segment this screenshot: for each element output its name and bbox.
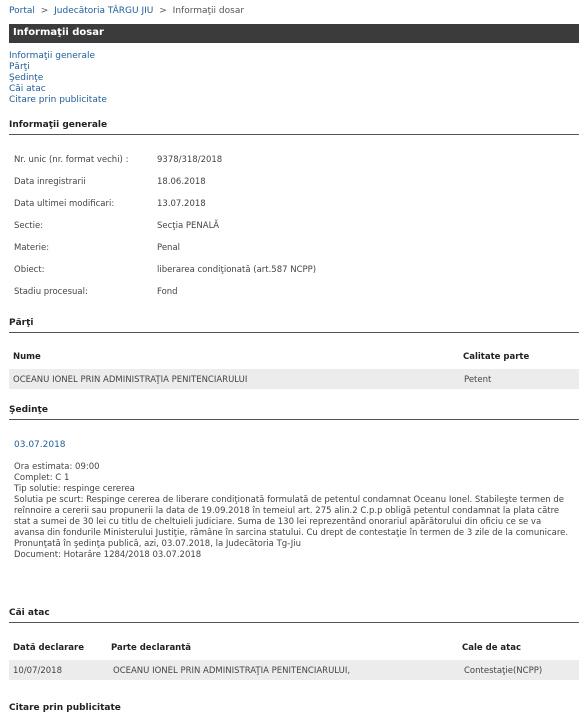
cell-calitate: Petent [464, 375, 492, 385]
sedinta-details [14, 462, 569, 561]
info-row [14, 177, 206, 187]
breadcrumb-separator: > [40, 6, 49, 16]
info-value: 13.07.2018 [157, 199, 206, 209]
cell-cale-atac: Contestaţie(NCPP) [464, 666, 543, 676]
info-value: Secţia PENALĂ [157, 221, 220, 231]
section-heading-sedinte: Şedinţe [9, 405, 579, 420]
info-row [14, 155, 223, 165]
sedinta-solutie: Solutia pe scurt: Respinge cererea de liberare condiţionată formulată de petentul condamnat Oceanu Ionel. Stabileşte termen de reînnoire a cererii sau propunerii la data de 19.09.2018 în temeiul art. 275 alin.2 C.p.p obligă petentul condamnat la plata către stat a sumei de 30 lei cu titlu de cheltuieli judiciare. Suma de 130 lei reprezentând onorariul apărătorului din oficiu ce se va avansa din fondurile Ministerului Justiţie, rămâne în sarcina statului. Cu drept de contestaţie în termen de 3 zile de la comunicare. Pronunţată în şedinţa publică, azi, 03.07.2018, la Judecătoria Tg-Jiu [14, 495, 569, 549]
info-value: Fond [157, 287, 178, 297]
section-heading-parti: Părţi [9, 318, 579, 333]
table-row [9, 660, 579, 680]
info-label: Stadiu procesual: [14, 287, 88, 297]
section-heading-cai-atac: Căi atac [9, 608, 579, 623]
breadcrumb-current: Informaţii dosar [172, 6, 245, 16]
cell-data-declarare: 10/07/2018 [13, 666, 62, 676]
section-heading-informatii-generale: Informaţii generale [9, 120, 579, 135]
sedinta-complet: Complet: C 1 [14, 473, 70, 483]
info-row [14, 243, 181, 253]
info-value: 9378/318/2018 [157, 155, 223, 165]
info-value: 18.06.2018 [157, 177, 206, 187]
nav-link-citare[interactable]: Citare prin publicitate [9, 95, 107, 105]
nav-link-cai-atac[interactable]: Căi atac [9, 84, 46, 94]
column-header-nume: Nume [13, 352, 41, 362]
info-value: Penal [157, 243, 181, 253]
cell-nume: OCEANU IONEL PRIN ADMINISTRAŢIA PENITENCIARULUI [13, 375, 248, 385]
info-row [14, 265, 317, 275]
info-label: Obiect: [14, 265, 45, 275]
table-row [9, 369, 579, 389]
info-label: Nr. unic (nr. format vechi) : [14, 155, 129, 165]
nav-link-sedinte[interactable]: Şedinţe [9, 73, 44, 83]
column-header-parte-declaranta: Parte declarantă [111, 643, 192, 653]
nav-link-parti[interactable]: Părţi [9, 62, 30, 72]
column-header-calitate: Calitate parte [463, 352, 530, 362]
page-title: Informaţii dosar [13, 27, 104, 38]
sedinta-ora: Ora estimata: 09:00 [14, 462, 100, 472]
column-header-data-declarare: Dată declarare [13, 643, 84, 653]
info-label: Sectie: [14, 221, 44, 231]
nav-link-informatii-generale[interactable]: Informaţii generale [9, 51, 95, 61]
sedinta-document: Document: Hotarâre 1284/2018 03.07.2018 [14, 550, 202, 560]
sedinta-date: 03.07.2018 [14, 440, 66, 450]
info-label: Data inregistrarii [14, 177, 86, 187]
page-title-bar [9, 24, 579, 43]
info-label: Materie: [14, 243, 50, 253]
section-nav [9, 51, 107, 106]
parti-table [9, 352, 579, 392]
info-label: Data ultimei modificari: [14, 199, 115, 209]
breadcrumb-portal-link[interactable]: Portal [9, 6, 35, 16]
sedinta-tip-solutie: Tip solutie: respinge cererea [14, 484, 135, 494]
info-row [14, 199, 206, 209]
column-header-cale-atac: Cale de atac [462, 643, 521, 653]
info-row [14, 287, 178, 297]
info-row [14, 221, 220, 231]
breadcrumb [9, 6, 244, 16]
section-heading-citare: Citare prin publicitate [9, 703, 121, 713]
info-value: liberarea condiţionată (art.587 NCPP) [157, 265, 317, 275]
cell-parte-declaranta: OCEANU IONEL PRIN ADMINISTRAŢIA PENITENCIARULUI, [113, 666, 351, 676]
cai-atac-table [9, 643, 579, 683]
breadcrumb-court-link[interactable]: Judecătoria TÂRGU JIU [54, 6, 154, 16]
breadcrumb-separator: > [159, 6, 167, 16]
